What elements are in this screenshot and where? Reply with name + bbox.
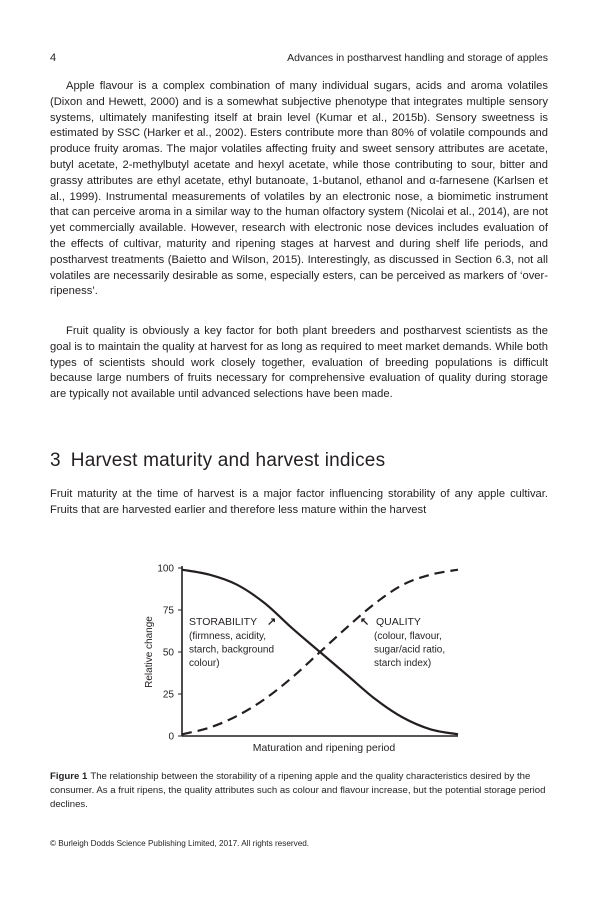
- figure-chart: [0, 550, 598, 760]
- storability-arrow: ↗: [267, 616, 277, 628]
- quality-description: starch index): [374, 658, 432, 669]
- storability-description: colour): [189, 658, 220, 669]
- y-ticks: [157, 564, 182, 743]
- x-axis-label: Maturation and ripening period: [252, 742, 396, 754]
- figure-label: Figure 1: [50, 771, 88, 782]
- body-paragraph: Fruit maturity at the time of harvest is a major factor influencing storability of any apple cultivar. Fruits that are harvested earlier and therefore less mature within the harvest: [50, 488, 548, 516]
- page-number: 4: [50, 52, 57, 64]
- quality-label: QUALITY: [376, 616, 421, 628]
- quality-description: (colour, flavour,: [374, 631, 442, 642]
- section-number: 3: [50, 450, 61, 471]
- section-heading: [50, 450, 385, 472]
- running-header: Advances in postharvest handling and storage of apples: [287, 52, 548, 64]
- figure-caption-text: The relationship between the storability of a ripening apple and the quality characteristics desired by the consumer. As a fruit ripens, the quality attributes such as colour and flavour increase, but the potential storage period declines.: [50, 771, 546, 810]
- storability-description: (firmness, acidity,: [189, 631, 267, 642]
- y-tick-label: 0: [168, 731, 174, 743]
- quality-arrow: ↖: [360, 616, 370, 628]
- quality-description: sugar/acid ratio,: [374, 644, 446, 656]
- body-paragraph: Apple flavour is a complex combination of many individual sugars, acids and aroma volatiles (Dixon and Hewett, 2000) and is a somewhat subjective phenotype that integrates multiple sensory systems, ultimately manifesting itself at brain level (Kumar et al., 2015b). Sensory sweetness is estimated by SSC (Harker et al., 2002). Esters contribute more than 80% of volatile compounds and produce fruity aromas. The major volatiles affecting fruity and sweet sensory attributes are acetate, butyl acetate, 2-methylbutyl acetate and hexyl acetate, while those contributing to sour, bitter and grassy attributes are ethyl acetate, ethyl butanoate, 1-butanol, ethanol and α-farnesene (Karlsen et al., 1999). Instrumental measurements of volatiles by an electronic nose, a biomimetic instrument that can perceive aroma in a similar way to the human olfactory system (Nicolai et al., 2014), are not yet commercially available. However, research with electronic nose devices includes evaluation of the effects of cultivar, maturity and ripening stages at harvest and during shelf life periods, and postharvest treatments (Baietto and Wilson, 2015). Interestingly, as discussed in Section 6.3, not all volatiles are necessarily desirable as some, especially esters, can be perceived as markers of ‘over-ripeness’.: [50, 80, 548, 298]
- y-tick-label: 75: [162, 605, 174, 617]
- section-title: Harvest maturity and harvest indices: [70, 450, 386, 471]
- y-axis-label: Relative change: [144, 616, 155, 688]
- figure-caption: [50, 770, 548, 812]
- storability-label: STORABILITY: [189, 616, 258, 628]
- chart-annotations: [189, 616, 445, 669]
- storability-description: starch, background: [189, 644, 275, 656]
- y-tick-label: 100: [157, 563, 174, 575]
- body-paragraph: Fruit quality is obviously a key factor for both plant breeders and postharvest scientists as the goal is to maintain the quality at harvest for as long as required to meet market demands. While both types of scientists should work closely together, evaluation of breeding populations is difficult because large numbers of fruits necessary for comprehensive evaluation of quality during storage are typically not available until advanced selections have been made.: [50, 325, 548, 401]
- y-tick-label: 25: [162, 689, 174, 701]
- copyright-footer: © Burleigh Dodds Science Publishing Limited, 2017. All rights reserved.: [50, 839, 310, 848]
- y-tick-label: 50: [162, 647, 174, 659]
